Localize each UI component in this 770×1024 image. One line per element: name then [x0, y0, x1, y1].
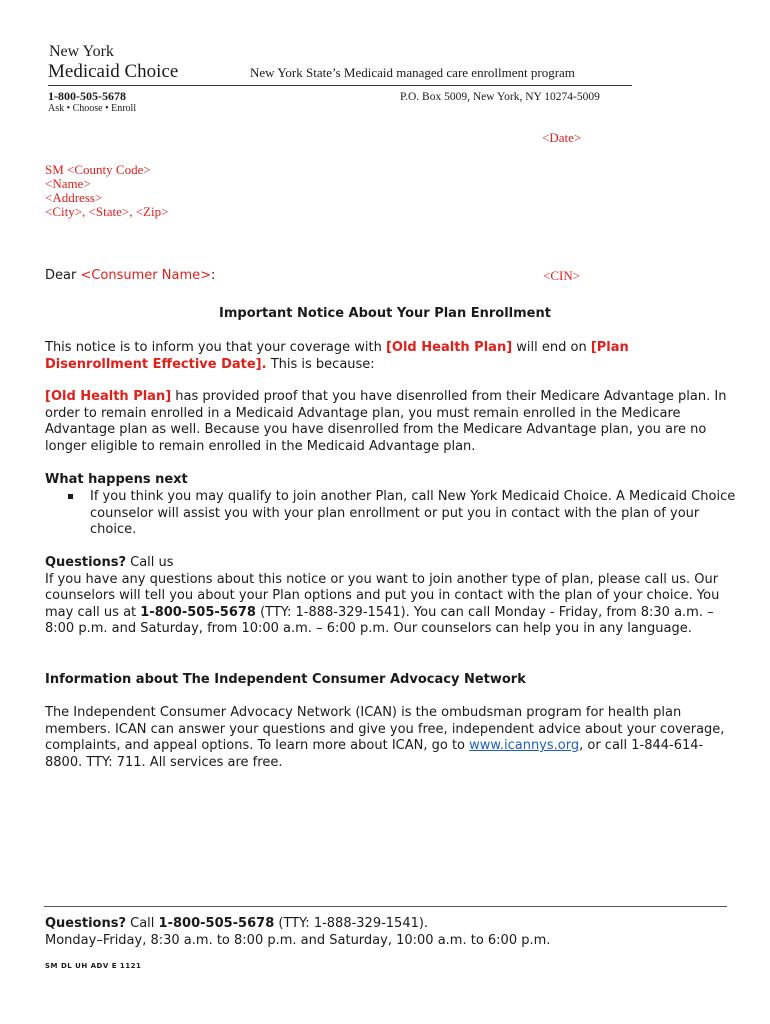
footer-call: Call — [126, 916, 159, 931]
questions-label: Questions? — [45, 555, 126, 570]
recipient-address-block — [45, 163, 168, 219]
p1-text-a: This notice is to inform you that your coverage with — [45, 340, 386, 355]
address-city-state-zip: <City>, <State>, <Zip> — [45, 204, 169, 219]
questions-paragraph — [45, 572, 735, 638]
questions-phone: 1-800-505-5678 — [140, 604, 256, 620]
salutation — [45, 268, 215, 285]
p1-text-b: will end on — [512, 340, 591, 355]
header-ask-choose-enroll: Ask • Choose • Enroll — [48, 103, 137, 114]
footer-phone: 1-800-505-5678 — [158, 916, 275, 931]
disenrollment-date-placeholder: [Plan Disenrollment Effective Date]. — [45, 340, 629, 372]
salutation-prefix: Dear — [45, 268, 81, 283]
footer-questions — [45, 916, 428, 933]
cin-placeholder: <CIN> — [543, 268, 581, 283]
header-phone: 1-800-505-5678 — [48, 89, 126, 103]
form-code: SM DL UH ADV E 1121 — [45, 962, 142, 970]
ican-heading: Information about The Independent Consumer Advocacy Network — [45, 672, 526, 687]
square-bullet-icon — [68, 494, 73, 499]
logo-new-york: New York — [49, 43, 114, 60]
address-name: <Name> — [45, 176, 91, 191]
questions-text-b: (TTY: 1-888-329-1541). You can call Monday - Friday, from 8:30 a.m. – 8:00 p.m. and Saturday, from 10:00 a.m. – 6:00 p.m. Our counselors can help you in any language. — [45, 604, 714, 637]
p1-text-c: This is because: — [266, 356, 375, 372]
questions-call-us: Call us — [126, 555, 174, 570]
header-divider — [48, 85, 632, 86]
footer-divider — [44, 906, 727, 907]
program-tagline: New York State’s Medicaid managed care enrollment program — [250, 65, 575, 80]
header-po-box: P.O. Box 5009, New York, NY 10274-5009 — [400, 91, 600, 103]
ican-text-a: The Independent Consumer Advocacy Network (ICAN) is the ombudsman program for health plan members. ICAN can answer your questions and give you free, independent advice about your coverage, complaints, and appeal options. To learn more about ICAN, go to — [45, 705, 725, 754]
next-steps-text: If you think you may qualify to join another Plan, call New York Medicaid Choice. A Medicaid Choice counselor will assist you with your plan enrollment or put you in contact with the plan of your choice. — [90, 489, 736, 538]
ican-website-link[interactable]: www.icannys.org — [469, 738, 580, 754]
footer-questions-label: Questions? — [45, 916, 126, 931]
coverage-paragraph — [45, 340, 725, 373]
questions-section — [45, 555, 735, 638]
old-plan-placeholder-2: [Old Health Plan] — [45, 389, 172, 404]
footer-tty: (TTY: 1-888-329-1541). — [274, 916, 429, 931]
consumer-name: <Consumer Name> — [80, 268, 212, 283]
salutation-suffix: : — [211, 268, 216, 283]
next-steps-list-item — [68, 489, 738, 539]
notice-title: Important Notice About Your Plan Enrollment — [219, 306, 551, 321]
logo-medicaid-choice: Medicaid Choice — [48, 61, 179, 82]
questions-text-a: If you have any questions about this notice or you want to join another type of plan, please call us. Our counselors will tell you about your Plan options and put you in contact with the plan of your choice. You may call us at — [45, 571, 720, 620]
footer-hours: Monday–Friday, 8:30 a.m. to 8:00 p.m. and Saturday, 10:00 a.m. to 6:00 p.m. — [45, 933, 551, 948]
what-happens-next-heading: What happens next — [45, 472, 188, 487]
reason-text: has provided proof that you have disenrolled from their Medicare Advantage plan. In order to remain enrolled in a Medicaid Advantage plan, you must remain enrolled in the Medicare Advantage plan as well. Because you have disenrolled from the Medicare Advantage plan, you are no longer eligible to remain enrolled in the Medicaid Advantage plan. — [45, 389, 727, 454]
ican-paragraph — [45, 705, 725, 771]
address-street: <Address> — [45, 190, 103, 205]
questions-heading — [45, 555, 735, 572]
letter-date: <Date> — [542, 130, 582, 145]
reason-paragraph — [45, 389, 735, 455]
address-county: SM <County Code> — [45, 162, 151, 177]
ican-text-b: , or call 1-844-614-8800. TTY: 711. All services are free. — [45, 738, 704, 770]
old-plan-placeholder: [Old Health Plan] — [385, 340, 513, 355]
